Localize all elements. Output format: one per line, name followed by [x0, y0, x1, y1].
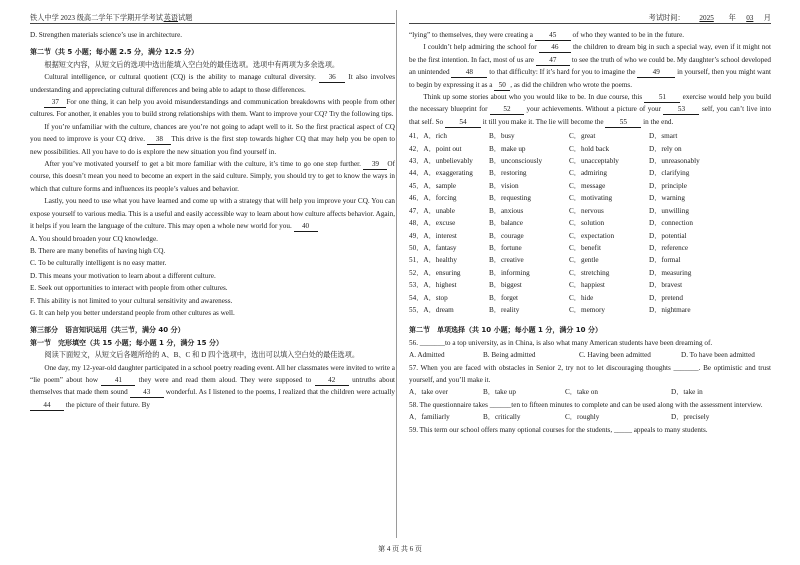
passage-paragraph-5: Lastly, you need to use what you have learned and come up with a strategy that will help you improve your CQ. You can expose yourself to various media. This is a useful and easily accessible way to learn about how culture affects behavior. Again, it helps if you learn the language of the culture. This may open a whole new world for you. 40	[30, 197, 395, 231]
cloze-option-a[interactable]: 55．A．dream	[409, 305, 454, 314]
cloze-option-row	[409, 254, 771, 266]
blank-45[interactable]: 45	[535, 31, 571, 41]
cloze-option-b[interactable]: B．informing	[489, 268, 530, 277]
cloze-option-row	[409, 143, 771, 155]
header-left	[30, 12, 395, 24]
left-column	[30, 12, 395, 411]
cloze-option-row	[409, 155, 771, 167]
cloze-option-b[interactable]: B．busy	[489, 132, 515, 141]
passage-paragraph-1: Cultural intelligence, or cultural quotient (CQ) is the ability to manage cultural diversity. 36 It also involves understanding and appreciating cultural differences and being able to adapt to those differences.	[30, 73, 396, 94]
passage-paragraph-2: 37 For one thing, it can help you avoid misunderstandings and communication breakdowns with people from other cultures. For another, it enables you to build strong relationships with them. Want to improve your CQ? Try the following tips.	[30, 98, 395, 119]
cloze-option-a[interactable]: 51．A．healthy	[409, 256, 457, 265]
cloze-option-a[interactable]: 50．A．fantasy	[409, 243, 457, 252]
cloze-option-b[interactable]: B．balance	[489, 219, 523, 228]
cloze-option-c[interactable]: C．nervous	[569, 206, 604, 215]
single-choice-title: 第二节 单项选择（共 10 小题；每小题 1 分，满分 10 分）	[409, 326, 602, 335]
blank-46[interactable]: 46	[539, 43, 571, 53]
blank-37[interactable]: 37	[44, 98, 66, 108]
cloze-option-d[interactable]: D．potential	[649, 231, 687, 240]
question-58: 58. The questionnaire takes ______ten to fifteen minutes to complete and can be used along with the assessment interview.	[409, 400, 763, 409]
cloze-option-d[interactable]: D．reference	[649, 243, 689, 252]
cloze-option-b[interactable]: B．courage	[489, 231, 524, 240]
q58-option-a[interactable]: A．familiarly	[409, 413, 450, 422]
exam-year: 2025	[699, 14, 714, 22]
blank-44[interactable]: 44	[30, 401, 64, 411]
blank-41[interactable]: 41	[101, 376, 135, 386]
cloze-option-c[interactable]: C．memory	[569, 305, 605, 314]
blank-51[interactable]: 51	[644, 93, 680, 103]
cloze-option-row	[409, 279, 771, 291]
cloze-option-d[interactable]: D．principle	[649, 181, 687, 190]
q56-option-d[interactable]: D. To have been admitted	[681, 351, 755, 360]
cloze-option-c[interactable]: C．hold back	[569, 144, 610, 153]
blank-36[interactable]: 36	[319, 73, 345, 83]
option-f: F. This ability is not limited to your cultural sensitivity and awareness.	[30, 296, 233, 305]
cloze-option-c[interactable]: C．benefit	[569, 243, 601, 252]
option-list	[30, 233, 395, 320]
cloze-option-a[interactable]: 49．A．interest	[409, 231, 457, 240]
cloze-option-b[interactable]: B．anxious	[489, 206, 524, 215]
cloze-option-row	[409, 130, 771, 142]
q58-option-d[interactable]: D．precisely	[671, 413, 710, 422]
q56-option-c[interactable]: C. Having been admitted	[579, 351, 651, 360]
cloze-option-b[interactable]: B．unconsciously	[489, 157, 543, 166]
blank-50[interactable]: 50	[494, 81, 510, 91]
cloze-option-a[interactable]: 52．A．ensuring	[409, 268, 461, 277]
exam-time-label: 考试时间：	[648, 14, 685, 22]
section-2-instructions: 根据短文内容，从短文后的选项中选出能填入空白处的最佳选项。选项中有两项为多余选项。	[44, 60, 340, 69]
header-subject: 英语	[163, 14, 178, 22]
q58-option-c[interactable]: C．roughly	[565, 413, 600, 422]
cloze-option-a[interactable]: 43．A．unbelievably	[409, 157, 473, 166]
cloze-option-row	[409, 242, 771, 254]
cloze-option-c[interactable]: C．unacceptably	[569, 157, 619, 166]
cloze-option-b[interactable]: B．reality	[489, 305, 520, 314]
header-right: 考试时间： 2025 年 03 月	[409, 12, 771, 24]
cloze-option-d[interactable]: D．smart	[649, 132, 678, 141]
page-footer: 第 4 页 共 6 页	[378, 545, 422, 553]
cloze-option-d[interactable]: D．pretend	[649, 293, 683, 302]
passage-paragraph-4: After you’ve motivated yourself to get a bit more familiar with the culture, it’s time to go one step further. 39 Of course, this doesn’t mean you need to become an expert in the said culture. Simply, you should try to get to know the ways in which that culture forms and influences its people’s values and behavior.	[30, 160, 395, 193]
cloze-paragraph-2: I couldn’t help admiring the school for 46 the children to dream big in such a special way, even if it might not be the first intention. In fact, most of us are 47 to see the truth of who we could be. My daughter’s school developed an unintended 48 to that difficulty: If it’s hard for you to imagine the 49 in yourself, then you might want to begin by expressing it as a 50 , as did the children who wrote the poems.	[409, 43, 772, 89]
cloze-option-row	[409, 192, 771, 204]
cloze-option-c[interactable]: C．great	[569, 132, 596, 141]
cloze-option-row	[409, 267, 771, 279]
column-divider	[396, 10, 397, 538]
cloze-option-d[interactable]: D．nightmare	[649, 305, 691, 314]
exam-month: 03	[746, 14, 754, 22]
cloze-option-a[interactable]: 48．A．excuse	[409, 219, 456, 228]
cloze-section-title: 第一节 完形填空（共 15 小题；每小题 1 分，满分 15 分）	[30, 338, 223, 347]
option-e: E. Seek out opportunities to interact with people from other cultures.	[30, 284, 228, 293]
option-b: B. There are many benefits of having high CQ.	[30, 246, 166, 255]
cloze-option-row	[409, 304, 771, 316]
option-g: G. It can help you better understand people from other cultures as well.	[30, 308, 235, 317]
cloze-option-c[interactable]: C．solution	[569, 219, 605, 228]
cloze-option-d[interactable]: D．unreasonably	[649, 157, 700, 166]
cloze-option-b[interactable]: B．fortune	[489, 243, 522, 252]
cloze-option-d[interactable]: D．clarifying	[649, 169, 690, 178]
cloze-option-row	[409, 292, 771, 304]
cloze-option-d[interactable]: D．unwilling	[649, 206, 689, 215]
cloze-option-d[interactable]: D．rely on	[649, 144, 682, 153]
cloze-option-c[interactable]: C．hide	[569, 293, 594, 302]
cloze-option-row	[409, 217, 771, 229]
cloze-instructions: 阅读下面短文，从短文后各题所给的 A、B、C 和 D 四个选项中，选出可以填入空白处的最佳选项。	[44, 351, 360, 360]
blank-42[interactable]: 42	[315, 376, 349, 386]
cloze-option-b[interactable]: B．vision	[489, 181, 519, 190]
question-58-options	[409, 411, 771, 423]
blank-53[interactable]: 53	[663, 105, 699, 115]
cloze-option-b[interactable]: B．creative	[489, 256, 524, 265]
cloze-option-a[interactable]: 44．A．exaggerating	[409, 169, 473, 178]
q57-option-d[interactable]: D．take in	[671, 388, 703, 397]
q56-option-b[interactable]: B. Being admitted	[483, 351, 536, 360]
option-a: A. You should broaden your CQ knowledge.	[30, 234, 158, 243]
blank-43[interactable]: 43	[130, 388, 164, 398]
q57-option-c[interactable]: C．take on	[565, 388, 598, 397]
cloze-option-c[interactable]: C．gentle	[569, 256, 599, 265]
q58-option-b[interactable]: B．critically	[483, 413, 521, 422]
cloze-option-a[interactable]: 46．A．forcing	[409, 194, 457, 203]
cloze-option-d[interactable]: D．warning	[649, 194, 685, 203]
question-56: 56. _______to a top university, as in China, is also what many American students have been dreaming of.	[409, 338, 713, 347]
cloze-option-c[interactable]: C．motivating	[569, 194, 613, 203]
question-56-options	[409, 349, 771, 361]
cloze-option-row	[409, 230, 771, 242]
blank-54[interactable]: 54	[445, 118, 481, 128]
part-3-title: 第三部分 语言知识运用（共三节，满分 40 分）	[30, 326, 185, 335]
passage-paragraph-3: If you’re unfamiliar with the culture, chances are you’re not going to adapt well to it. So the first practical aspect of CQ you need to improve is your CQ drive. 38 This drive is the first step towards higher CQ that may help you be open to new possibilities. All you have to do is explore the new situation you find yourself in.	[30, 122, 395, 156]
cloze-option-a[interactable]: 41．A．rich	[409, 132, 447, 141]
cloze-option-a[interactable]: 47．A．unable	[409, 206, 455, 215]
cloze-option-d[interactable]: D．formal	[649, 256, 681, 265]
cloze-option-b[interactable]: B．biggest	[489, 281, 522, 290]
cloze-paragraph-1-cont: “lying” to themselves, they were creating a 45 of who they wanted to be in the future.	[409, 31, 685, 39]
question-57-options	[409, 386, 771, 398]
blank-55[interactable]: 55	[605, 118, 641, 128]
cloze-option-a[interactable]: 53．A．highest	[409, 281, 457, 290]
cloze-option-b[interactable]: B．requesting	[489, 194, 531, 203]
header-suffix: 试题	[177, 14, 193, 22]
cloze-option-c[interactable]: C．message	[569, 181, 606, 190]
cloze-option-b[interactable]: B．forget	[489, 293, 519, 302]
q57-option-b[interactable]: B．take up	[483, 388, 516, 397]
blank-48[interactable]: 48	[451, 68, 487, 78]
right-column	[409, 12, 771, 436]
blank-52[interactable]: 52	[490, 105, 524, 115]
cloze-option-b[interactable]: B．restoring	[489, 169, 527, 178]
cloze-option-c[interactable]: C．expectation	[569, 231, 615, 240]
cloze-option-row	[409, 205, 771, 217]
cloze-option-c[interactable]: C．happiest	[569, 281, 605, 290]
cloze-option-row	[409, 180, 771, 192]
question-59: 59. This term our school offers many optional courses for the students, _____ appeals to many students.	[409, 425, 708, 434]
option-d: D. This means your motivation to learn about a different culture.	[30, 271, 216, 280]
cloze-option-d[interactable]: D．connection	[649, 219, 693, 228]
cloze-option-d[interactable]: D．measuring	[649, 268, 692, 277]
cloze-option-c[interactable]: C．admiring	[569, 169, 607, 178]
blank-40[interactable]: 40	[294, 222, 318, 232]
blank-49[interactable]: 49	[637, 68, 675, 78]
cloze-option-a[interactable]: 45．A．sample	[409, 181, 457, 190]
header-school: 铁人中学 2023 级高二学年下学期开学考试	[30, 14, 163, 22]
cloze-option-b[interactable]: B．make up	[489, 144, 526, 153]
prev-option-d: D. Strengthen materials science’s use in architecture.	[30, 31, 183, 39]
cloze-paragraph-1: One day, my 12-year-old daughter participated in a school poetry reading event. All her classmates were invited to write a “lie poem” about how 41 they were and read them aloud. They were supposed to 42 untruths about themselves that made them sound 43 wonderful. As I listened to the poems, I realized that the children were actually 44 the picture of their future. By	[30, 363, 396, 409]
section-2-title: 第二节（共 5 小题；每小题 2.5 分，满分 12.5 分）	[30, 48, 199, 57]
q57-option-a[interactable]: A．take over	[409, 388, 448, 397]
cloze-option-a[interactable]: 42．A．point out	[409, 144, 462, 153]
cloze-paragraph-3: Think up some stories about who you would like to be. In due course, this 51 exercise would help you build the necessary blueprint for 52 your achievements. Without a picture of your 53 self, you can’t live into that self. So 54 it till you make it. The lie will become the 55 in the end.	[409, 93, 772, 126]
q56-option-a[interactable]: A. Admitted	[409, 351, 445, 360]
blank-38[interactable]: 38	[147, 135, 171, 145]
cloze-option-row	[409, 167, 771, 179]
cloze-option-d[interactable]: D．bravest	[649, 281, 683, 290]
cloze-option-table	[409, 130, 771, 316]
question-57: 57. When you are faced with obstacles in Senior 2, try not to let discouraging thoughts _______. Be optimistic and trust yourself, and you’ll make it.	[409, 363, 771, 384]
cloze-option-c[interactable]: C．stretching	[569, 268, 610, 277]
blank-47[interactable]: 47	[536, 56, 570, 66]
cloze-option-a[interactable]: 54．A．stop	[409, 293, 448, 302]
blank-39[interactable]: 39	[363, 160, 387, 170]
option-c: C. To be culturally intelligent is no easy matter.	[30, 259, 167, 268]
